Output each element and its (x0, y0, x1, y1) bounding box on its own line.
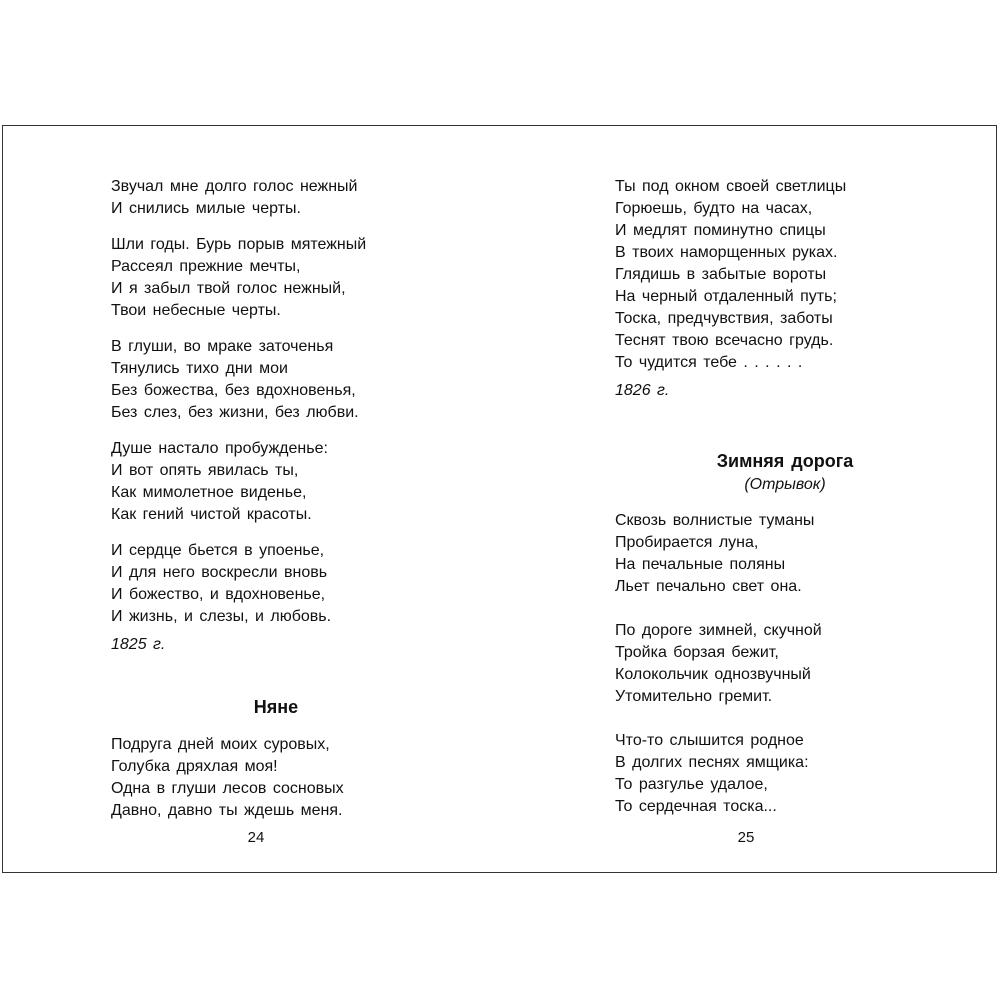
verse-line: По дороге зимней, скучной (615, 622, 822, 639)
page-number: 24 (247, 829, 265, 846)
verse-line: Сквозь волнистые туманы (615, 512, 815, 529)
verse-line: Звучал мне долго голос нежный (111, 178, 358, 195)
verse-line: Льет печально свет она. (615, 578, 802, 595)
stanza (615, 176, 955, 374)
verse-line: Тройка борзая бежит, (615, 644, 779, 661)
verse-line: Тоска, предчувствия, заботы (615, 310, 833, 327)
poem-subtitle: (Отрывок) (744, 476, 826, 493)
verse-line: И медлят поминутно спицы (615, 222, 826, 239)
verse-line: Как мимолетное виденье, (111, 484, 307, 501)
verse-line: И божество, и вдохновенье, (111, 586, 326, 603)
stanza (111, 234, 441, 322)
verse-line: Душе настало пробужденье: (111, 440, 328, 457)
stanza (615, 620, 955, 708)
right-page-text (615, 176, 955, 832)
verse-line: И для него воскресли вновь (111, 564, 328, 581)
verse-line: Как гений чистой красоты. (111, 506, 312, 523)
poem-date: 1826 г. (615, 382, 670, 399)
verse-line: Горюешь, будто на часах, (615, 200, 813, 217)
verse-line: Теснят твою всечасно грудь. (615, 332, 834, 349)
verse-line: И я забыл твой голос нежный, (111, 280, 346, 297)
verse-line: То чудится тебе . . . . . . (615, 354, 803, 371)
verse-line: Твои небесные черты. (111, 302, 281, 319)
verse-line: Одна в глуши лесов сосновых (111, 780, 344, 797)
verse-line: Глядишь в забытые вороты (615, 266, 827, 283)
verse-line: Шли годы. Бурь порыв мятежный (111, 236, 367, 253)
poem-date: 1825 г. (111, 636, 166, 653)
verse-line: Без слез, без жизни, без любви. (111, 404, 359, 421)
page-number: 25 (737, 829, 755, 846)
book-spread (2, 125, 997, 873)
verse-line: То разгулье удалое, (615, 776, 768, 793)
verse-line: На черный отдаленный путь; (615, 288, 837, 305)
verse-line: И жизнь, и слезы, и любовь. (111, 608, 332, 625)
verse-line: В глуши, во мраке заточенья (111, 338, 334, 355)
verse-line: Подруга дней моих суровых, (111, 736, 330, 753)
verse-line: В долгих песнях ямщика: (615, 754, 809, 771)
verse-line: Голубка дряхлая моя! (111, 758, 278, 775)
verse-line: Ты под окном своей светлицы (615, 178, 847, 195)
verse-line: Утомительно гремит. (615, 688, 773, 705)
stanza (615, 730, 955, 818)
right-page (500, 126, 996, 872)
stanza (111, 336, 441, 424)
verse-line: Давно, давно ты ждешь меня. (111, 802, 343, 819)
stanza (111, 176, 441, 220)
stanza (111, 540, 441, 628)
verse-line: Рассеял прежние мечты, (111, 258, 301, 275)
poem-title: Няне (253, 697, 299, 717)
verse-line: И сердце бьется в упоенье, (111, 542, 325, 559)
verse-line: То сердечная тоска... (615, 798, 777, 815)
verse-line: Колокольчик однозвучный (615, 666, 811, 683)
stanza (615, 510, 955, 598)
left-page (3, 126, 500, 872)
verse-line: На печальные поляны (615, 556, 786, 573)
poem-title: Зимняя дорога (716, 451, 854, 471)
verse-line: Что-то слышится родное (615, 732, 804, 749)
stanza (111, 734, 441, 822)
verse-line: Без божества, без вдохновенья, (111, 382, 356, 399)
verse-line: В твоих наморщенных руках. (615, 244, 838, 261)
verse-line: Пробирается луна, (615, 534, 759, 551)
left-page-text (111, 176, 441, 836)
stanza (111, 438, 441, 526)
verse-line: Тянулись тихо дни мои (111, 360, 288, 377)
verse-line: И вот опять явилась ты, (111, 462, 299, 479)
verse-line: И снились милые черты. (111, 200, 301, 217)
